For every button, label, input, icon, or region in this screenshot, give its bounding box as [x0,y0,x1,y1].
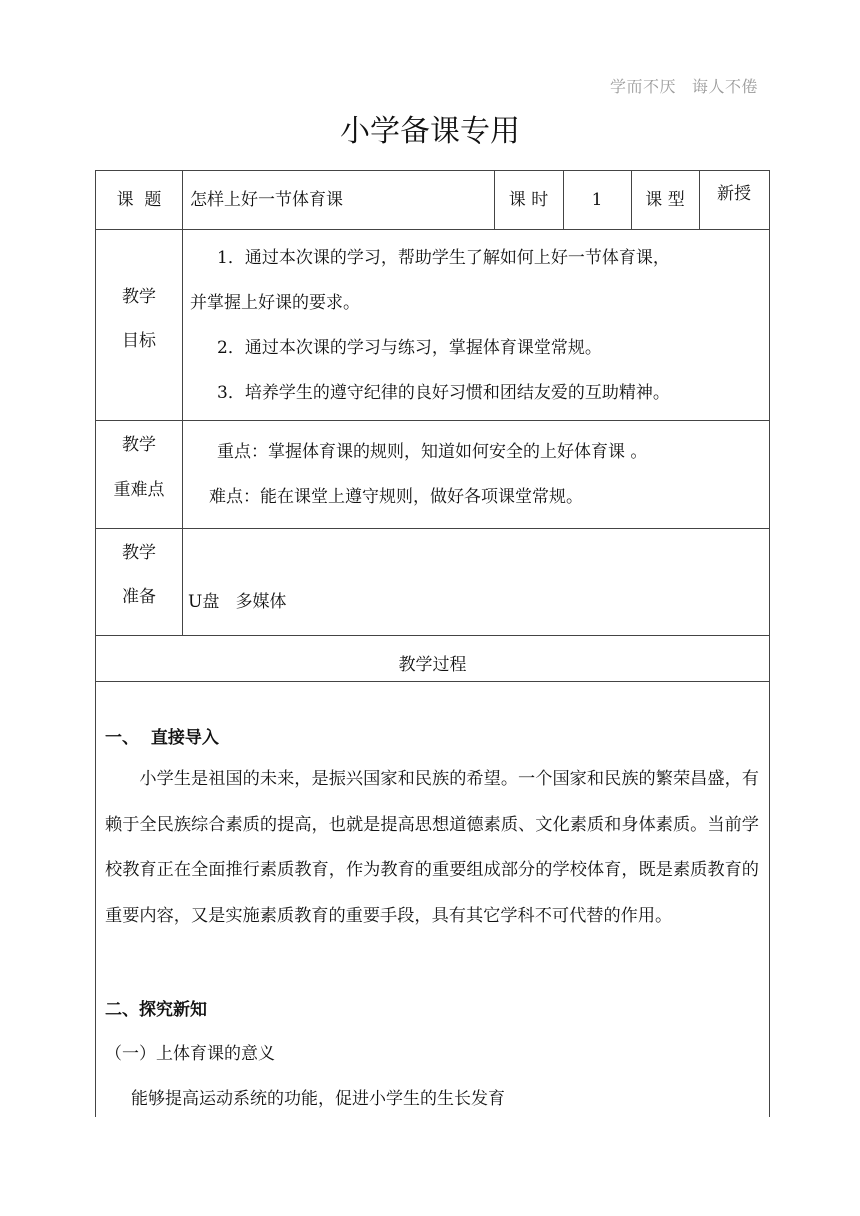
key-points-row [96,421,769,529]
motto-left: 学而不厌 [609,77,676,96]
objective-1-line2: 并掌握上好课的要求。 [190,293,360,313]
subsection-1-body: 能够提高运动系统的功能，促进小学生的生长发育 [131,1089,505,1109]
objectives-row [96,230,769,421]
process-heading-row [96,636,769,682]
info-row [96,171,769,230]
objectives-label-line1: 教学 [122,287,156,307]
lesson-plan-table [95,170,770,1117]
header-motto [610,74,758,97]
hours-value: 1 [591,190,603,210]
subsection-1-title: （一）上体育课的意义 [105,1044,275,1064]
section-2-title: 二、探究新知 [105,1000,207,1020]
preparation-label-line1: 教学 [122,543,156,563]
objectives-label-line2: 目标 [122,331,156,351]
motto-right: 诲人不倦 [691,77,758,96]
topic-value: 怎样上好一节体育课 [190,190,343,210]
type-label: 课 型 [645,190,685,210]
key-points-label-line2: 重难点 [113,480,165,500]
topic-label: 课 题 [116,190,162,210]
objective-2: 2．通过本次课的学习与练习，掌握体育课堂常规。 [217,338,602,358]
key-point-difficulty: 难点：能在课堂上遵守规则，做好各项课堂常规。 [209,487,583,507]
key-point-focus: 重点：掌握体育课的规则，知道如何安全的上好体育课 。 [217,442,648,462]
key-points-label-line1: 教学 [122,435,156,455]
page-title: 小学备课专用 [340,114,520,149]
objective-1-line1: 1．通过本次课的学习，帮助学生了解如何上好一节体育课， [217,248,670,268]
preparation-label-line2: 准备 [122,587,156,607]
section-1-title: 一、 直接导入 [105,728,219,748]
preparation-value: U盘 多媒体 [188,592,287,612]
type-value: 新授 [717,184,751,204]
process-heading: 教学过程 [398,655,467,675]
hours-label: 课 时 [508,190,549,210]
objective-3: 3．培养学生的遵守纪律的良好习惯和团结友爱的互助精神。 [217,383,670,403]
preparation-row [96,529,769,636]
section-1-body: 小学生是祖国的未来，是振兴国家和民族的希望。一个国家和民族的繁荣昌盛，有赖于全民族综合素质的提高，也就是提高思想道德素质、文化素质和身体素质。当前学校教育正在全面推行素质教育，作为教育的重要组成部分的学校体育，既是素质教育的重要内容，又是实施素质教育的重要手段，具有其它学科不可代替的作用。 [105,769,759,926]
